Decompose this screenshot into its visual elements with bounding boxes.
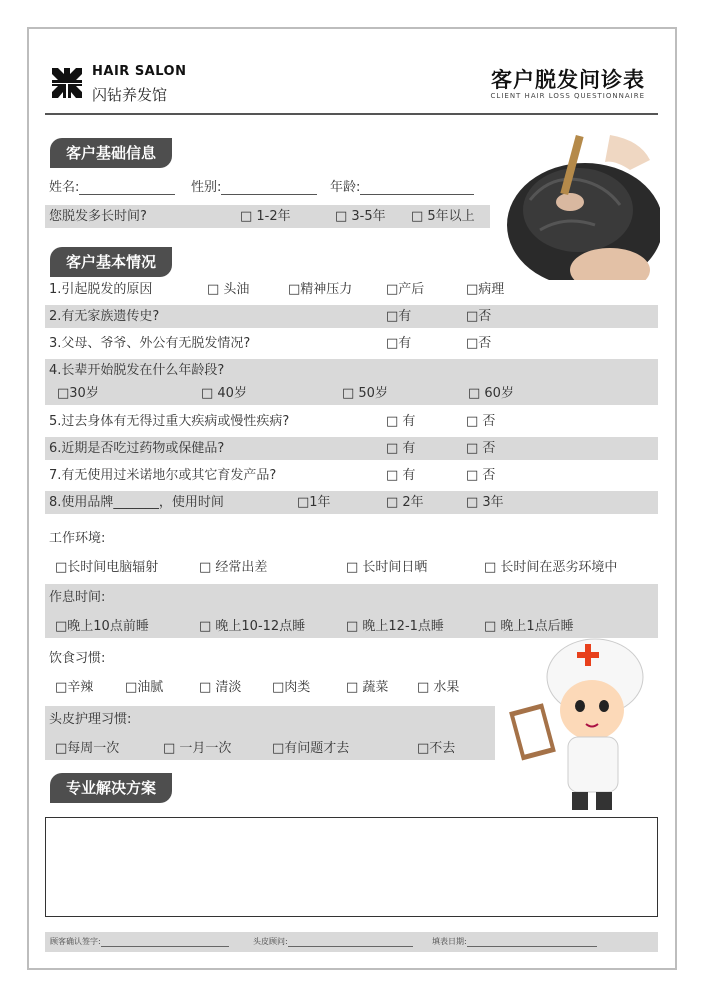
q4-option-50[interactable]: □ 50岁 bbox=[342, 386, 388, 401]
q8-option-1yr[interactable]: □1年 bbox=[297, 495, 331, 510]
diet-option-meat[interactable]: □肉类 bbox=[272, 680, 311, 695]
diet-option-fruit[interactable]: □ 水果 bbox=[417, 680, 460, 695]
diet-option-light[interactable]: □ 清淡 bbox=[199, 680, 242, 695]
name-label: 姓名: bbox=[49, 176, 175, 199]
rest-option-12-1[interactable]: □ 晚上12-1点睡 bbox=[346, 619, 444, 634]
question-4: 4.长辈开始脱发在什么年龄段? bbox=[49, 363, 225, 378]
diet-label: 饮食习惯: bbox=[49, 651, 106, 666]
diet-option-spicy[interactable]: □辛辣 bbox=[55, 680, 94, 695]
section-basic-status: 客户基本情况 bbox=[50, 247, 172, 277]
question-2-row bbox=[45, 305, 658, 328]
q2-option-yes[interactable]: □有 bbox=[386, 309, 412, 324]
q1-option-postpartum[interactable]: □产后 bbox=[386, 282, 425, 297]
advisor-label: 头皮顾问: bbox=[253, 932, 413, 952]
duration-row bbox=[45, 205, 495, 228]
q7-option-yes[interactable]: □ 有 bbox=[386, 468, 416, 483]
care-option-when-needed[interactable]: □有问题才去 bbox=[272, 741, 350, 756]
client-signature-label: 顾客确认签字: bbox=[50, 932, 229, 952]
brand-english: HAIR SALON bbox=[92, 64, 187, 79]
section-basic-info: 客户基础信息 bbox=[50, 138, 172, 168]
document-subtitle: CLIENT HAIR LOSS QUESTIONNAIRE bbox=[490, 92, 645, 100]
care-option-weekly[interactable]: □每周一次 bbox=[55, 741, 120, 756]
question-5: 5.过去身体有无得过重大疾病或慢性疾病? bbox=[49, 414, 290, 429]
q8-option-2yr[interactable]: □ 2年 bbox=[386, 495, 424, 510]
solution-textarea[interactable] bbox=[45, 817, 658, 917]
gender-label: 性别: bbox=[191, 176, 317, 199]
client-signature-field[interactable] bbox=[101, 936, 229, 947]
question-7-row bbox=[45, 464, 658, 487]
rest-option-10-12[interactable]: □ 晚上10-12点睡 bbox=[199, 619, 306, 634]
signature-row bbox=[45, 932, 658, 952]
diet-option-vegetables[interactable]: □ 蔬菜 bbox=[346, 680, 389, 695]
question-6: 6.近期是否吃过药物或保健品? bbox=[49, 441, 225, 456]
q5-option-no[interactable]: □ 否 bbox=[466, 414, 496, 429]
question-8: 8.使用品牌_______，使用时间 bbox=[49, 495, 224, 510]
q6-option-yes[interactable]: □ 有 bbox=[386, 441, 416, 456]
header-divider bbox=[45, 113, 658, 115]
question-1: 1.引起脱发的原因 bbox=[49, 282, 153, 297]
q1-option-oily[interactable]: □ 头油 bbox=[207, 282, 250, 297]
duration-option-5plus[interactable]: □ 5年以上 bbox=[411, 209, 475, 224]
question-3: 3.父母、爷爷、外公有无脱发情况? bbox=[49, 336, 251, 351]
work-env-label-row bbox=[45, 527, 658, 550]
question-5-row bbox=[45, 410, 658, 433]
duration-option-1-2[interactable]: □ 1-2年 bbox=[240, 209, 291, 224]
q6-option-no[interactable]: □ 否 bbox=[466, 441, 496, 456]
question-6-row bbox=[45, 437, 658, 460]
q1-option-stress[interactable]: □精神压力 bbox=[288, 282, 353, 297]
q4-option-30[interactable]: □30岁 bbox=[57, 386, 99, 401]
fill-date-label: 填表日期: bbox=[432, 932, 597, 952]
name-field[interactable] bbox=[79, 180, 175, 195]
arrows-logo-icon bbox=[50, 66, 84, 100]
q8-option-3yr[interactable]: □ 3年 bbox=[466, 495, 504, 510]
hair-scalp-photo bbox=[490, 130, 660, 280]
age-label: 年龄: bbox=[330, 176, 474, 199]
advisor-field[interactable] bbox=[288, 936, 413, 947]
rest-option-before-10[interactable]: □晚上10点前睡 bbox=[55, 619, 149, 634]
q4-option-40[interactable]: □ 40岁 bbox=[201, 386, 247, 401]
question-2: 2.有无家族遗传史? bbox=[49, 309, 160, 324]
env-option-sun[interactable]: □ 长时间日晒 bbox=[346, 560, 428, 575]
age-field[interactable] bbox=[360, 180, 474, 195]
q5-option-yes[interactable]: □ 有 bbox=[386, 414, 416, 429]
q2-option-no[interactable]: □否 bbox=[466, 309, 492, 324]
env-option-harsh[interactable]: □ 长时间在恶劣环境中 bbox=[484, 560, 618, 575]
work-env-options-row bbox=[45, 556, 658, 579]
care-option-never[interactable]: □不去 bbox=[417, 741, 456, 756]
brand-chinese: 闪钻养发馆 bbox=[92, 86, 168, 104]
rest-schedule-label: 作息时间: bbox=[49, 590, 106, 605]
q1-option-pathology[interactable]: □病理 bbox=[466, 282, 505, 297]
duration-question: 您脱发多长时间? bbox=[49, 209, 147, 224]
scalp-care-label: 头皮护理习惯: bbox=[49, 712, 132, 727]
q4-option-60[interactable]: □ 60岁 bbox=[468, 386, 514, 401]
q3-option-no[interactable]: □否 bbox=[466, 336, 492, 351]
q3-option-yes[interactable]: □有 bbox=[386, 336, 412, 351]
doctor-cartoon-image bbox=[500, 632, 660, 817]
duration-option-3-5[interactable]: □ 3-5年 bbox=[335, 209, 386, 224]
rest-schedule-block bbox=[45, 584, 658, 638]
diet-option-greasy[interactable]: □油腻 bbox=[125, 680, 164, 695]
question-3-row bbox=[45, 332, 658, 355]
section-solution: 专业解决方案 bbox=[50, 773, 172, 803]
care-option-monthly[interactable]: □ 一月一次 bbox=[163, 741, 232, 756]
fill-date-field[interactable] bbox=[467, 936, 597, 947]
env-option-computer[interactable]: □长时间电脑辐射 bbox=[55, 560, 159, 575]
question-8-row bbox=[45, 491, 658, 514]
q7-option-no[interactable]: □ 否 bbox=[466, 468, 496, 483]
question-7: 7.有无使用过米诺地尔或其它育发产品? bbox=[49, 468, 277, 483]
scalp-care-block bbox=[45, 706, 495, 760]
gender-field[interactable] bbox=[221, 180, 317, 195]
document-title: 客户脱发问诊表 bbox=[491, 68, 645, 92]
question-1-row bbox=[45, 278, 658, 301]
question-4-row bbox=[45, 359, 658, 405]
rest-option-after-1[interactable]: □ 晚上1点后睡 bbox=[484, 619, 574, 634]
env-option-travel[interactable]: □ 经常出差 bbox=[199, 560, 268, 575]
work-env-label: 工作环境: bbox=[49, 531, 106, 546]
